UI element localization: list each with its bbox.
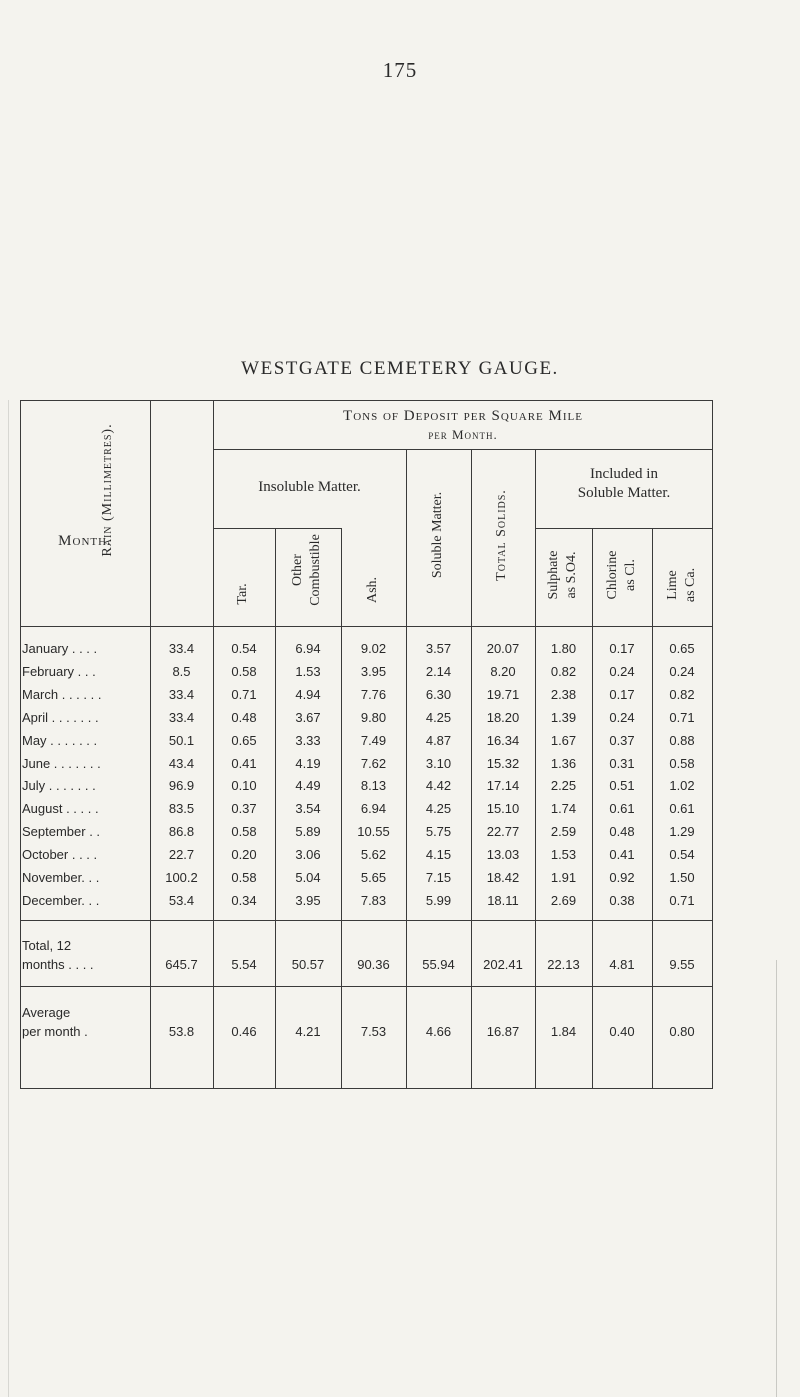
total-sulphate: 22.13: [547, 957, 580, 972]
month-label: September . .: [22, 824, 101, 840]
cell-ash: 7.83: [360, 892, 387, 908]
cell-lime: 1.29: [669, 824, 695, 840]
month-label: June . . . . . . .: [22, 755, 101, 771]
header-lime-1: Lime: [665, 570, 680, 600]
cell-other: 4.49: [295, 778, 321, 794]
total-lime: 9.55: [669, 957, 695, 972]
cell-total: 22.77: [486, 824, 520, 840]
cell-tar: 0.10: [231, 778, 257, 794]
header-included-line2: Soluble Matter.: [577, 485, 671, 501]
table-left-rule: [20, 400, 21, 1088]
table-title: WESTGATE CEMETERY GAUGE.: [241, 358, 559, 379]
cell-chlorine: 0.24: [609, 709, 635, 725]
total-soluble: 55.94: [422, 957, 455, 972]
cell-total: 8.20: [490, 663, 516, 679]
cell-other: 1.53: [295, 663, 321, 679]
cell-lime: 1.02: [669, 778, 695, 794]
cell-total: 16.34: [486, 732, 520, 748]
average-soluble: 4.66: [425, 1024, 452, 1039]
month-label: April . . . . . . .: [22, 709, 99, 725]
average-label-2: per month .: [22, 1024, 88, 1039]
cell-chlorine: 0.17: [609, 686, 635, 702]
cell-soluble: 3.57: [425, 641, 452, 656]
total-chlorine: 4.81: [609, 957, 635, 972]
cell-other: 3.95: [295, 892, 321, 908]
header-chlorine-1: Chlorine: [605, 550, 620, 600]
cell-rain: 33.4: [168, 641, 195, 656]
cell-tar: 0.20: [231, 847, 257, 863]
average-chlorine: 0.40: [609, 1024, 635, 1039]
cell-ash: 10.55: [357, 824, 390, 840]
cell-lime: 0.54: [669, 847, 695, 863]
cell-sulphate: 2.69: [550, 892, 577, 908]
cell-tar: 0.48: [231, 709, 257, 725]
cell-soluble: 2.14: [425, 663, 452, 679]
cell-ash: 3.95: [360, 663, 387, 679]
total-label-1: Total, 12: [22, 938, 72, 953]
header-chlorine-2: as Cl.: [623, 559, 638, 591]
cell-rain: 96.9: [168, 778, 195, 794]
cell-total: 18.20: [486, 709, 520, 725]
cell-rain: 43.4: [168, 755, 195, 771]
cell-tar: 0.65: [231, 732, 257, 748]
cell-other: 6.94: [295, 641, 321, 656]
cell-lime: 0.88: [669, 732, 695, 748]
cell-other: 3.33: [295, 732, 321, 748]
cell-rain: 22.7: [168, 847, 195, 863]
gauge-table: [20, 400, 713, 1039]
cell-chlorine: 0.37: [609, 732, 635, 748]
header-other-2: Combustible: [308, 534, 323, 606]
average-ash: 7.53: [360, 1024, 387, 1039]
cell-tar: 0.58: [231, 824, 257, 840]
cell-soluble: 4.42: [425, 778, 452, 794]
cell-total: 19.71: [486, 686, 520, 702]
cell-lime: 0.61: [669, 801, 695, 817]
cell-sulphate: 1.36: [550, 755, 577, 771]
cell-other: 5.89: [295, 824, 321, 840]
table-right-rule: [712, 400, 713, 1088]
cell-lime: 0.24: [669, 663, 695, 679]
cell-total: 13.03: [486, 847, 520, 863]
cell-other: 5.04: [295, 870, 321, 885]
header-tar: Tar.: [235, 583, 250, 605]
cell-total: 20.07: [486, 641, 520, 656]
cell-ash: 7.62: [360, 755, 387, 771]
cell-ash: 5.65: [360, 870, 387, 885]
header-insoluble: Insoluble Matter.: [258, 479, 361, 495]
cell-other: 4.19: [295, 755, 321, 771]
cell-soluble: 4.15: [425, 847, 452, 863]
total-total: 202.41: [483, 957, 523, 972]
cell-lime: 0.82: [669, 686, 695, 702]
header-rule: [535, 528, 713, 529]
header-lime-2: as Ca.: [683, 567, 698, 603]
cell-sulphate: 1.53: [550, 847, 577, 863]
table-bottom-rule: [20, 1088, 713, 1089]
cell-rain: 86.8: [168, 824, 195, 840]
cell-soluble: 4.25: [425, 709, 452, 725]
average-other: 4.21: [295, 1024, 321, 1039]
header-tons-line2: per Month.: [428, 427, 498, 442]
cell-other: 3.54: [295, 801, 321, 817]
average-rain: 53.8: [168, 1024, 195, 1039]
cell-soluble: 5.99: [425, 892, 452, 908]
cell-chlorine: 0.92: [609, 870, 635, 885]
month-label: January . . . .: [22, 641, 98, 656]
header-other-1: Other: [290, 554, 305, 586]
header-sulphate-1: Sulphate: [546, 550, 561, 600]
header-rain: Rain (Millimetres).: [100, 423, 115, 557]
cell-chlorine: 0.51: [609, 778, 635, 794]
total-rain: 645.7: [165, 957, 198, 972]
month-label: December. . .: [22, 892, 100, 908]
page-edge-shadow: [776, 960, 777, 1397]
header-month: Month.: [58, 533, 112, 549]
cell-sulphate: 2.25: [550, 778, 577, 794]
cell-rain: 53.4: [168, 892, 195, 908]
month-label: November. . .: [22, 870, 100, 885]
cell-total: 18.11: [487, 892, 519, 908]
cell-tar: 0.41: [231, 755, 257, 771]
cell-tar: 0.54: [231, 641, 257, 656]
cell-soluble: 4.87: [425, 732, 452, 748]
average-tar: 0.46: [231, 1024, 257, 1039]
month-label: October . . . .: [22, 847, 98, 863]
total-ash: 90.36: [357, 957, 390, 972]
month-label: February . . .: [22, 663, 96, 679]
average-label-1: Average: [22, 1005, 71, 1020]
month-label: August . . . . .: [22, 801, 99, 817]
cell-sulphate: 1.67: [550, 732, 577, 748]
cell-tar: 0.71: [231, 686, 257, 702]
cell-tar: 0.34: [231, 892, 257, 908]
cell-ash: 5.62: [360, 847, 387, 863]
cell-rain: 8.5: [172, 663, 191, 679]
cell-rain: 33.4: [168, 709, 195, 725]
table-top-rule: [20, 400, 713, 401]
header-rule: [213, 449, 713, 450]
cell-other: 4.94: [295, 686, 321, 702]
cell-tar: 0.37: [231, 801, 257, 817]
cell-tar: 0.58: [231, 663, 257, 679]
cell-sulphate: 1.39: [550, 709, 577, 725]
cell-ash: 8.13: [360, 778, 387, 794]
cell-rain: 50.1: [168, 732, 195, 748]
total-tar: 5.54: [231, 957, 257, 972]
cell-sulphate: 1.80: [550, 641, 577, 656]
cell-other: 3.06: [295, 847, 321, 863]
cell-chlorine: 0.17: [609, 641, 635, 656]
average-sulphate: 1.84: [550, 1024, 577, 1039]
average-total: 16.87: [486, 1024, 520, 1039]
cell-rain: 33.4: [168, 686, 195, 702]
cell-sulphate: 2.59: [550, 824, 577, 840]
cell-sulphate: 1.74: [550, 801, 577, 817]
cell-ash: 7.49: [360, 732, 387, 748]
cell-sulphate: 1.91: [550, 870, 577, 885]
cell-chlorine: 0.48: [609, 824, 635, 840]
cell-soluble: 4.25: [425, 801, 452, 817]
average-lime: 0.80: [669, 1024, 695, 1039]
cell-tar: 0.58: [231, 870, 257, 885]
cell-lime: 0.65: [669, 641, 695, 656]
header-total-solids: Total Solids.: [494, 489, 509, 581]
cell-soluble: 6.30: [425, 686, 452, 702]
cell-total: 15.10: [486, 801, 520, 817]
cell-soluble: 7.15: [425, 870, 452, 885]
cell-ash: 9.02: [360, 641, 387, 656]
cell-sulphate: 2.38: [550, 686, 577, 702]
cell-lime: 0.71: [669, 709, 695, 725]
cell-lime: 1.50: [669, 870, 695, 885]
cell-chlorine: 0.24: [609, 663, 635, 679]
cell-lime: 0.58: [669, 755, 695, 771]
cell-rain: 100.2: [165, 870, 198, 885]
header-soluble-matter: Soluble Matter.: [430, 491, 445, 579]
average-rule: [20, 986, 713, 987]
header-sulphate-2: as S.O4.: [564, 551, 579, 599]
cell-total: 17.14: [486, 778, 520, 794]
cell-lime: 0.71: [669, 892, 695, 908]
cell-soluble: 5.75: [425, 824, 452, 840]
header-ash: Ash.: [365, 576, 380, 604]
header-included-line1: Included in: [590, 466, 658, 482]
cell-chlorine: 0.41: [609, 847, 635, 863]
page-edge-shadow: [8, 400, 9, 1397]
month-label: July . . . . . . .: [22, 778, 96, 794]
cell-total: 15.32: [486, 755, 520, 771]
cell-soluble: 3.10: [425, 755, 452, 771]
cell-ash: 9.80: [360, 709, 387, 725]
total-label-2: months . . . .: [22, 957, 94, 972]
month-label: May . . . . . . .: [22, 732, 98, 748]
cell-ash: 6.94: [360, 801, 387, 817]
header-tons-line1: Tons of Deposit per Square Mile: [343, 408, 583, 424]
total-other: 50.57: [291, 957, 325, 972]
cell-total: 18.42: [486, 870, 520, 885]
cell-chlorine: 0.38: [609, 892, 635, 908]
cell-other: 3.67: [295, 709, 321, 725]
cell-chlorine: 0.31: [609, 755, 635, 771]
cell-sulphate: 0.82: [550, 663, 577, 679]
cell-chlorine: 0.61: [609, 801, 635, 817]
page-number: 175: [382, 58, 418, 82]
month-label: March . . . . . .: [22, 686, 102, 702]
total-rule: [20, 920, 713, 921]
cell-rain: 83.5: [168, 801, 195, 817]
cell-ash: 7.76: [360, 686, 387, 702]
